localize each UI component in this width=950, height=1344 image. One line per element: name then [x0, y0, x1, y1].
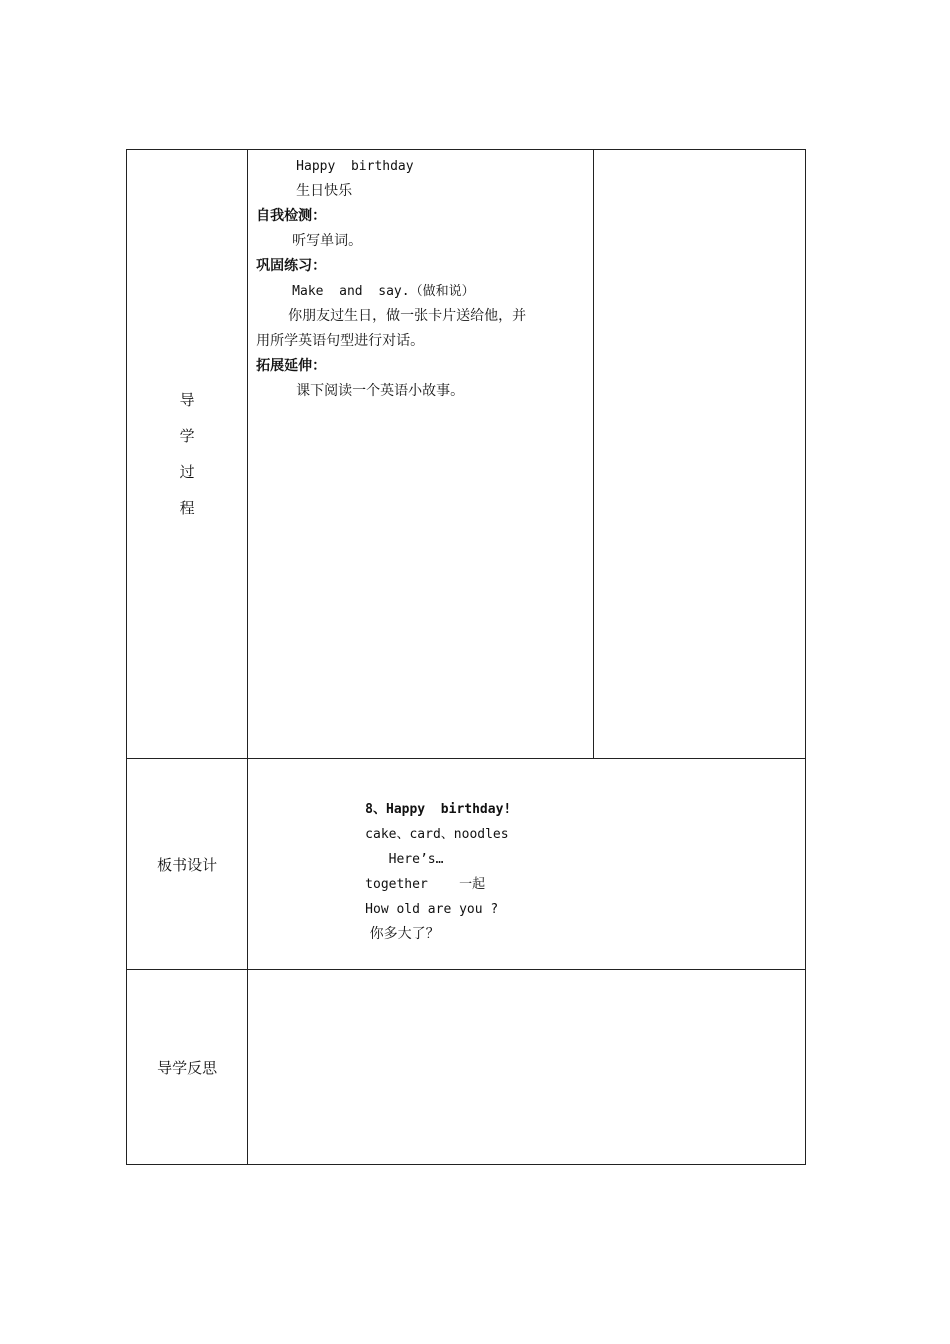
board-title: 8、Happy birthday! [365, 801, 512, 817]
reflection-label-cell: 导学反思 [127, 970, 248, 1165]
process-line: 生日快乐 [296, 183, 353, 199]
reflection-row [127, 970, 806, 1165]
process-line: Make and say.（做和说） [292, 284, 475, 299]
board-content-cell [248, 758, 806, 970]
board-line: cake、card、noodles [365, 826, 509, 842]
process-row [127, 150, 806, 759]
process-label-char: 导 [179, 390, 195, 409]
process-line: 课下阅读一个英语小故事。 [296, 383, 465, 399]
process-label-char: 过 [179, 462, 195, 481]
board-row [127, 758, 806, 970]
process-label-cell [127, 150, 248, 759]
board-line: Here’s… [365, 851, 444, 867]
section-heading-practice: 巩固练习： [256, 258, 327, 274]
process-line: Happy birthday [296, 159, 414, 174]
process-line: 用所学英语句型进行对话。 [256, 333, 425, 349]
section-heading-extension: 拓展延伸： [256, 358, 327, 374]
process-line: 你朋友过生日，做一张卡片送给他，并 [288, 308, 527, 324]
board-line: 你多大了？ [365, 925, 440, 942]
notes-cell [593, 150, 805, 759]
section-heading-self-check: 自我检测： [256, 208, 327, 224]
reflection-content-cell [248, 970, 806, 1165]
process-content-cell [248, 150, 594, 759]
process-line: 听写单词。 [292, 233, 363, 249]
process-label-char: 程 [179, 498, 195, 517]
process-label-char: 学 [179, 426, 195, 445]
lesson-plan-table [126, 149, 806, 1165]
board-line: How old are you ? [365, 901, 499, 917]
board-line: together 一起 [365, 876, 486, 892]
board-label-cell: 板书设计 [127, 758, 248, 970]
